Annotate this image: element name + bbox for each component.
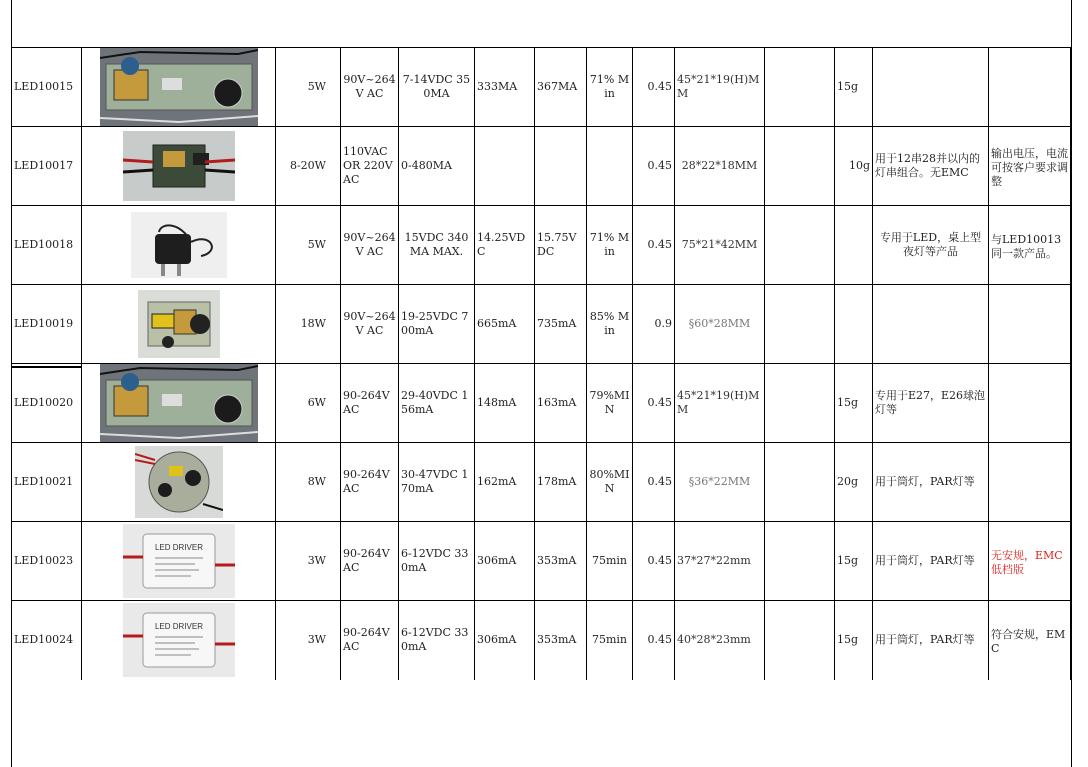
model-cell: LED10018 xyxy=(12,206,82,285)
note-cell xyxy=(989,364,1071,443)
note-cell: 符合安规，EMC xyxy=(989,601,1071,680)
model-cell: LED10024 xyxy=(12,601,82,680)
power-cell: 5W xyxy=(276,206,341,285)
note-cell: 与LED10013同一款产品。 xyxy=(989,206,1071,285)
power-cell: 8-20W xyxy=(276,127,341,206)
efficiency-cell: 75min xyxy=(587,522,633,601)
dimension-cell: §36*22MM xyxy=(675,443,765,522)
output-cell: 7-14VDC 350MA xyxy=(399,48,475,127)
weight-cell: 10g xyxy=(835,127,873,206)
efficiency-cell: 85% Min xyxy=(587,285,633,364)
input-voltage-cell: 90-264VAC xyxy=(341,364,399,443)
output-cell: 19-25VDC 700mA xyxy=(399,285,475,364)
model-cell: LED10020 xyxy=(12,364,82,443)
application-cell xyxy=(873,48,989,127)
dimension-cell: 45*21*19(H)MM xyxy=(675,48,765,127)
led-driver-box-icon xyxy=(123,524,235,598)
dimension-cell: 45*21*19(H)MM xyxy=(675,364,765,443)
output-cell: 29-40VDC 156mA xyxy=(399,364,475,443)
output-min-cell: 14.25VDC xyxy=(475,206,535,285)
input-voltage-cell: 90V~264V AC xyxy=(341,206,399,285)
blank-cell xyxy=(765,364,835,443)
output-max-cell: 178mA xyxy=(535,443,587,522)
application-cell: 专用于LED，桌上型夜灯等产品 xyxy=(873,206,989,285)
dimension-cell: 40*28*23mm xyxy=(675,601,765,680)
output-cell: 6-12VDC 330mA xyxy=(399,522,475,601)
input-voltage-cell: 90-264VAC xyxy=(341,601,399,680)
power-factor-cell: 0.45 xyxy=(633,443,675,522)
power-factor-cell: 0.45 xyxy=(633,48,675,127)
blank-cell xyxy=(765,522,835,601)
model-cell: LED10019 xyxy=(12,285,82,364)
output-cell: 30-47VDC 170mA xyxy=(399,443,475,522)
model-cell: LED10015 xyxy=(12,48,82,127)
svg-text:LED DRIVER: LED DRIVER xyxy=(154,543,203,552)
pcb-driver-small-icon xyxy=(123,131,235,201)
product-spec-table xyxy=(11,47,1071,680)
power-cell: 8W xyxy=(276,443,341,522)
application-cell: 用于筒灯，PAR灯等 xyxy=(873,601,989,680)
application-cell: 用于筒灯，PAR灯等 xyxy=(873,443,989,522)
weight-cell: 15g xyxy=(835,601,873,680)
output-max-cell: 735mA xyxy=(535,285,587,364)
product-image-cell xyxy=(82,364,276,443)
sheet-left-border xyxy=(11,0,12,767)
efficiency-cell: 75min xyxy=(587,601,633,680)
table-row xyxy=(12,285,1071,364)
output-min-cell: 306mA xyxy=(475,522,535,601)
power-cell: 3W xyxy=(276,601,341,680)
output-min-cell: 306mA xyxy=(475,601,535,680)
table-row xyxy=(12,206,1071,285)
power-factor-cell: 0.45 xyxy=(633,522,675,601)
blank-cell xyxy=(765,48,835,127)
power-factor-cell: 0.45 xyxy=(633,206,675,285)
input-voltage-cell: 90-264VAC xyxy=(341,443,399,522)
table-row xyxy=(12,127,1071,206)
note-cell xyxy=(989,285,1071,364)
power-factor-cell: 0.45 xyxy=(633,601,675,680)
note-cell xyxy=(989,48,1071,127)
round-pcb-driver-icon xyxy=(135,446,223,518)
table-row xyxy=(12,443,1071,522)
product-image-cell xyxy=(82,522,276,601)
application-cell: 用于12串28并以内的灯串组合。无EMC xyxy=(873,127,989,206)
input-voltage-cell: 90-264VAC xyxy=(341,522,399,601)
note-cell: 输出电压，电流可按客户要求调整 xyxy=(989,127,1071,206)
output-min-cell: 665mA xyxy=(475,285,535,364)
blank-cell xyxy=(765,601,835,680)
output-max-cell: 367MA xyxy=(535,48,587,127)
power-cell: 3W xyxy=(276,522,341,601)
power-cell: 18W xyxy=(276,285,341,364)
power-factor-cell: 0.45 xyxy=(633,364,675,443)
note-cell xyxy=(989,443,1071,522)
output-cell: 6-12VDC 330mA xyxy=(399,601,475,680)
output-cell: 15VDC 340MA MAX. xyxy=(399,206,475,285)
table-row xyxy=(12,48,1071,127)
efficiency-cell: 79%MIN xyxy=(587,364,633,443)
output-max-cell xyxy=(535,127,587,206)
input-voltage-cell: 110VAC OR 220VAC xyxy=(341,127,399,206)
weight-cell: 15g xyxy=(835,522,873,601)
output-max-cell: 15.75VDC xyxy=(535,206,587,285)
product-image-cell xyxy=(82,127,276,206)
output-min-cell: 148mA xyxy=(475,364,535,443)
table-row xyxy=(12,364,1071,443)
dimension-cell: §60*28MM xyxy=(675,285,765,364)
dimension-cell: 37*27*22mm xyxy=(675,522,765,601)
dimension-cell: 75*21*42MM xyxy=(675,206,765,285)
efficiency-cell: 71% Min xyxy=(587,48,633,127)
product-image-cell xyxy=(82,285,276,364)
led-driver-box-icon xyxy=(123,603,235,677)
svg-text:LED DRIVER: LED DRIVER xyxy=(154,622,203,632)
output-min-cell: 162mA xyxy=(475,443,535,522)
efficiency-cell: 80%MIN xyxy=(587,443,633,522)
table-row xyxy=(12,522,1071,601)
pcb-driver-blue-cap-icon xyxy=(100,364,258,442)
input-voltage-cell: 90V~264V AC xyxy=(341,48,399,127)
output-min-cell: 333MA xyxy=(475,48,535,127)
output-max-cell: 353mA xyxy=(535,522,587,601)
power-cell: 6W xyxy=(276,364,341,443)
weight-cell xyxy=(835,285,873,364)
weight-cell: 15g xyxy=(835,48,873,127)
power-factor-cell: 0.45 xyxy=(633,127,675,206)
model-cell: LED10023 xyxy=(12,522,82,601)
application-cell: 用于筒灯，PAR灯等 xyxy=(873,522,989,601)
output-cell: 0-480MA xyxy=(399,127,475,206)
output-max-cell: 163mA xyxy=(535,364,587,443)
application-cell: 专用于E27，E26球泡灯等 xyxy=(873,364,989,443)
application-cell xyxy=(873,285,989,364)
note-cell: 无安规，EMC低档版 xyxy=(989,522,1071,601)
model-cell: LED10017 xyxy=(12,127,82,206)
sheet-right-border xyxy=(1071,0,1072,767)
output-max-cell: 353mA xyxy=(535,601,587,680)
weight-cell: 15g xyxy=(835,364,873,443)
dimension-cell: 28*22*18MM xyxy=(675,127,765,206)
product-image-cell xyxy=(82,48,276,127)
blank-cell xyxy=(765,206,835,285)
pcb-driver-yellow-transformer-icon xyxy=(138,290,220,358)
model-cell: LED10021 xyxy=(12,443,82,522)
efficiency-cell xyxy=(587,127,633,206)
power-factor-cell: 0.9 xyxy=(633,285,675,364)
output-min-cell xyxy=(475,127,535,206)
blank-cell xyxy=(765,285,835,364)
pcb-driver-blue-cap-icon xyxy=(100,48,258,126)
weight-cell xyxy=(835,206,873,285)
blank-cell xyxy=(765,127,835,206)
row-bold-divider xyxy=(11,366,81,368)
power-cell: 5W xyxy=(276,48,341,127)
wall-adapter-icon xyxy=(131,212,227,278)
product-image-cell xyxy=(82,601,276,680)
product-image-cell xyxy=(82,206,276,285)
input-voltage-cell: 90V~264V AC xyxy=(341,285,399,364)
table-row xyxy=(12,601,1071,680)
blank-cell xyxy=(765,443,835,522)
weight-cell: 20g xyxy=(835,443,873,522)
product-image-cell xyxy=(82,443,276,522)
efficiency-cell: 71% Min xyxy=(587,206,633,285)
